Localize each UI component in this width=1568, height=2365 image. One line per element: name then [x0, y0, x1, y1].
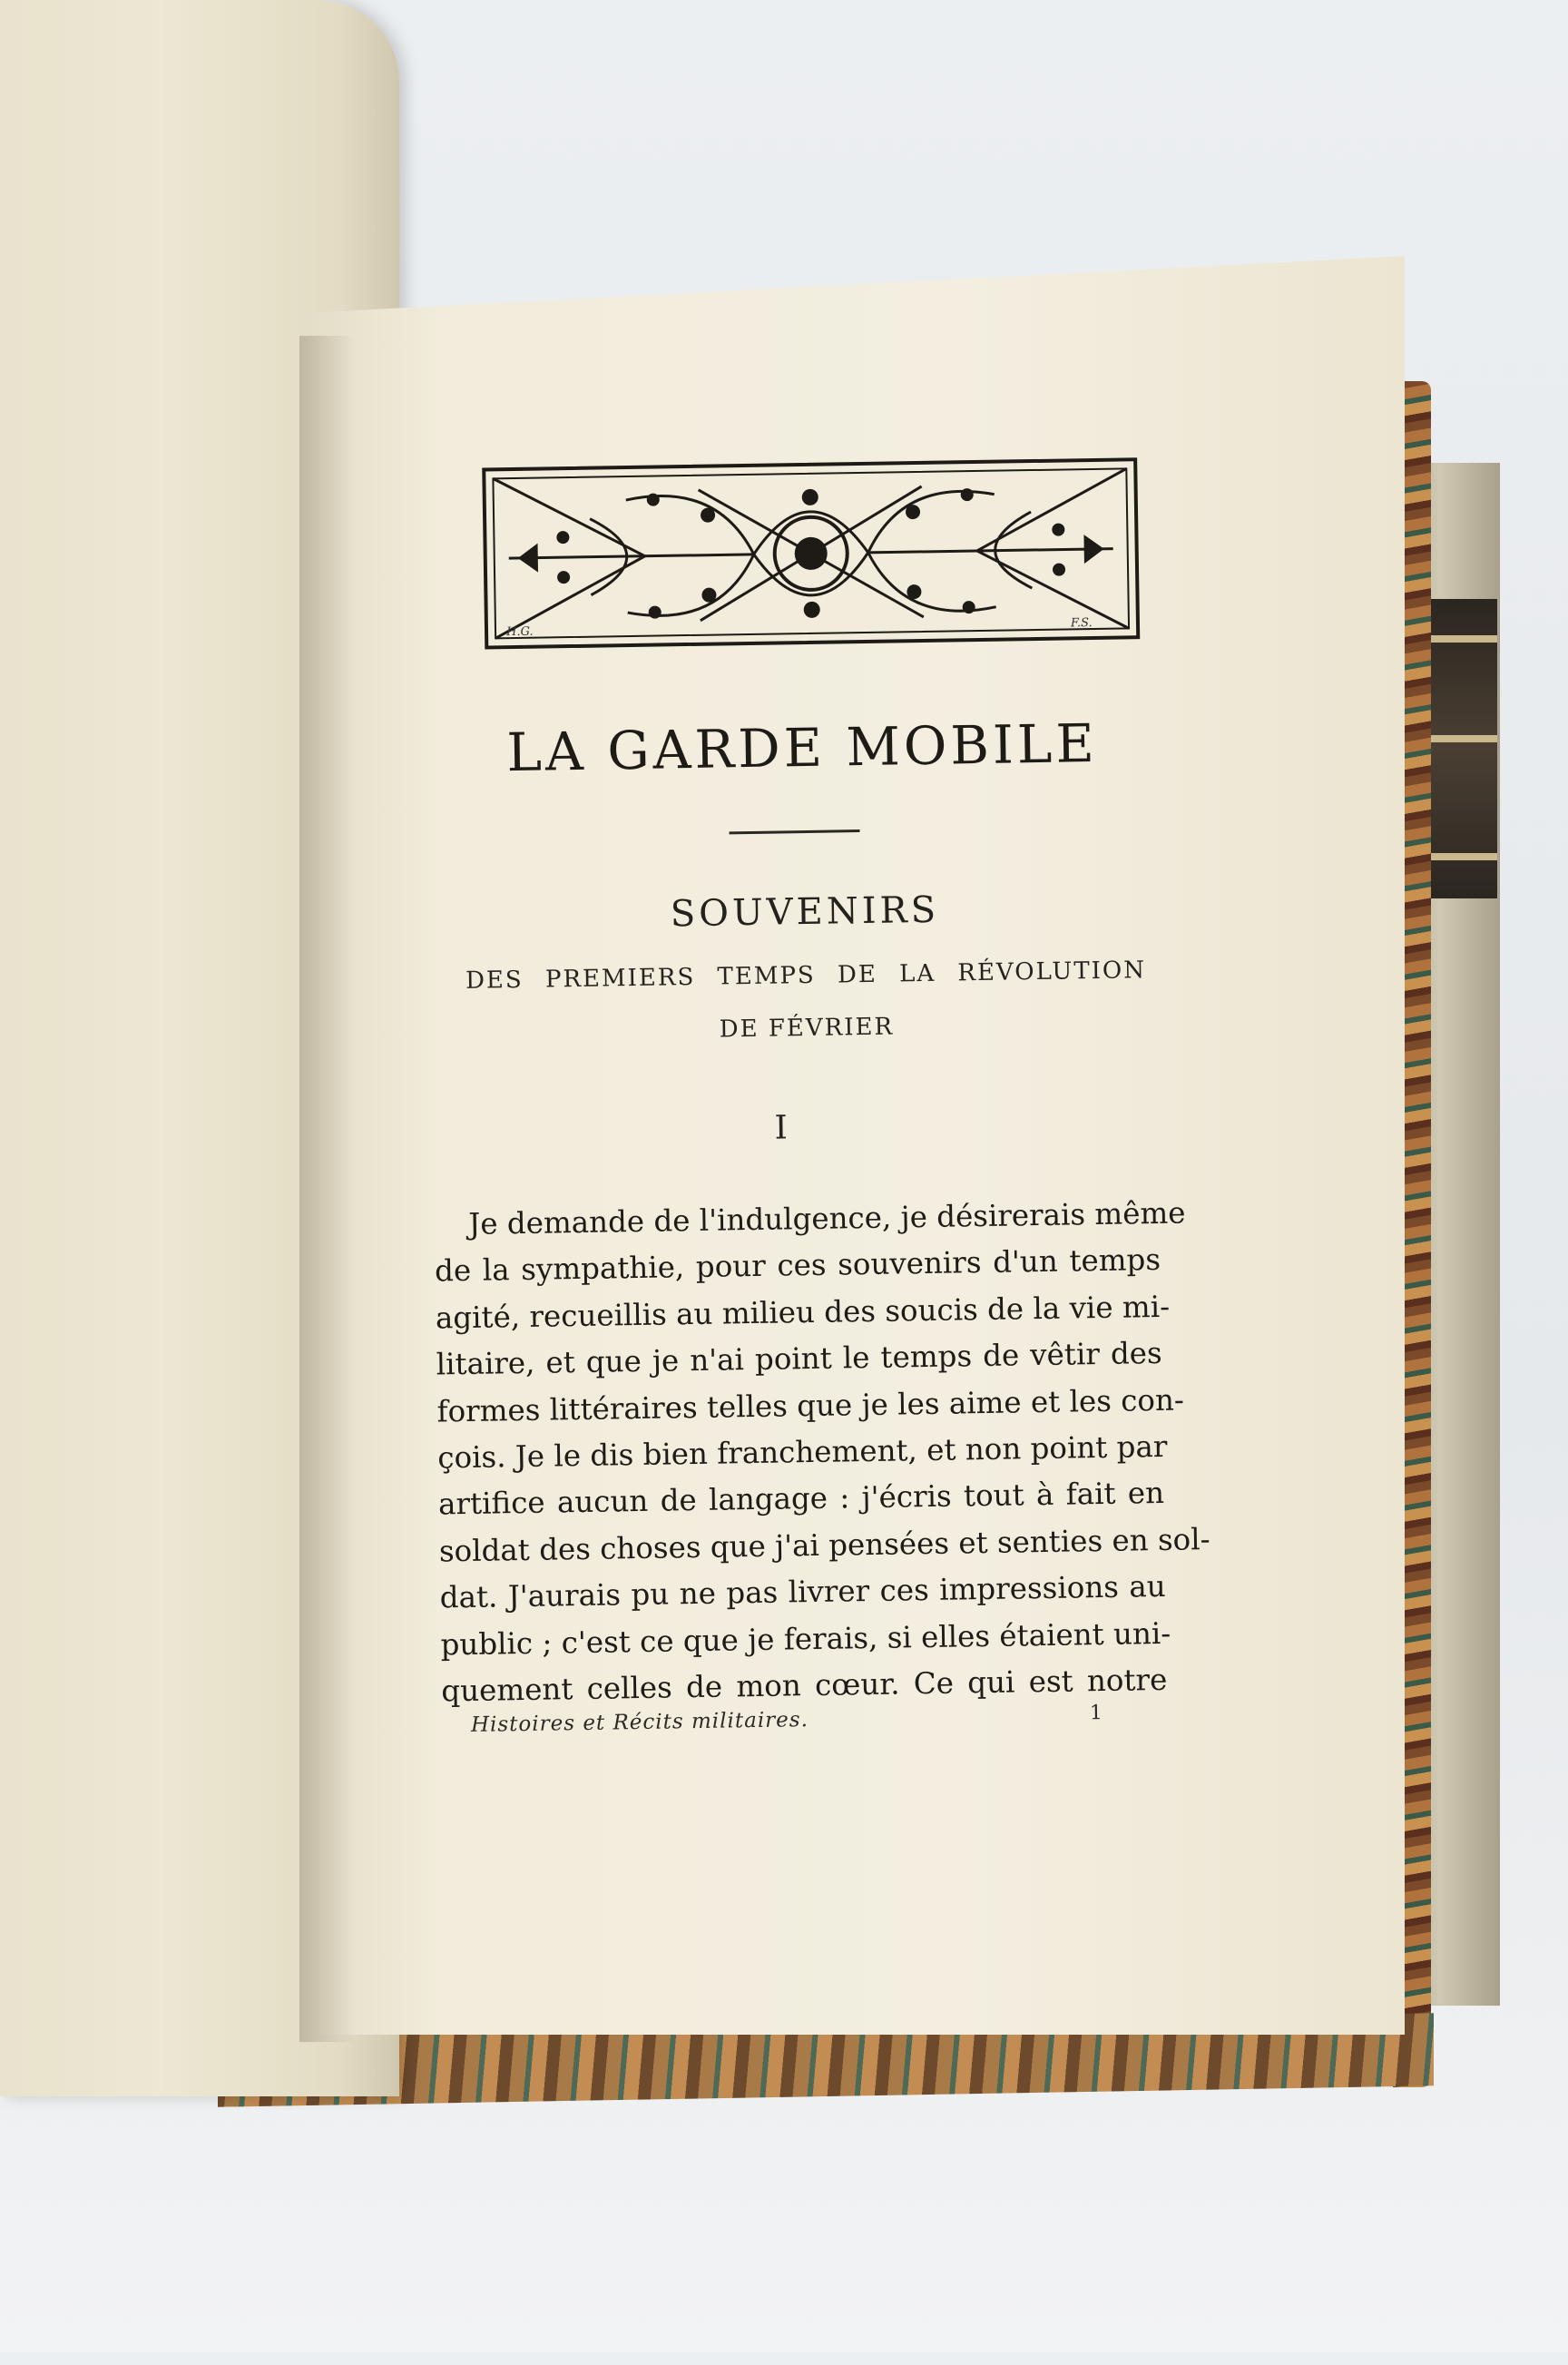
subtitle: SOUVENIRS — [670, 888, 940, 936]
body-line: de la sympathie, pour ces souvenirs d'un temps — [434, 1242, 1161, 1289]
title-rule — [730, 829, 860, 834]
subtitle-line-2: DE FÉVRIER — [719, 1013, 895, 1044]
subtitle-line-1: DES PREMIERS TEMPS DE LA RÉVOLUTION — [465, 957, 1147, 995]
body-line: çois. Je le dis bien franchement, et non point par — [437, 1428, 1168, 1476]
signature-mark: 1 — [1089, 1701, 1103, 1725]
page-title: LA GARDE MOBILE — [505, 711, 1099, 784]
body-line: public ; c'est ce que je ferais, si elles étaient uni- — [440, 1615, 1171, 1663]
body-line: formes littéraires telles que je les aime et les con- — [436, 1382, 1185, 1429]
running-footer-title: Histoires et Récits militaires. — [470, 1708, 809, 1737]
body-line: agité, recueillis au milieu des soucis de la vie mi- — [435, 1289, 1171, 1336]
headpiece-initials-left: H.G. — [505, 624, 534, 640]
body-line: artifice aucun de langage : j'écris tout à fait en — [437, 1476, 1165, 1522]
body-line: Je demande de l'indulgence, je désirerais même — [467, 1195, 1186, 1241]
body-line: dat. J'aurais pu ne pas livrer ces impressions au — [439, 1569, 1166, 1615]
decorative-headpiece — [480, 456, 1142, 651]
body-line: soldat des choses que j'ai pensées et senties en sol- — [438, 1521, 1210, 1569]
body-line: quement celles de mon cœur. Ce qui est notre — [441, 1662, 1168, 1709]
body-line: litaire, et que je n'ai point le temps de vêtir des — [436, 1336, 1162, 1382]
headpiece-ornament-icon — [480, 456, 1142, 651]
chapter-number: I — [774, 1109, 789, 1147]
body-paragraph — [434, 1191, 1210, 1715]
headpiece-initials-right: F.S. — [1070, 616, 1093, 631]
